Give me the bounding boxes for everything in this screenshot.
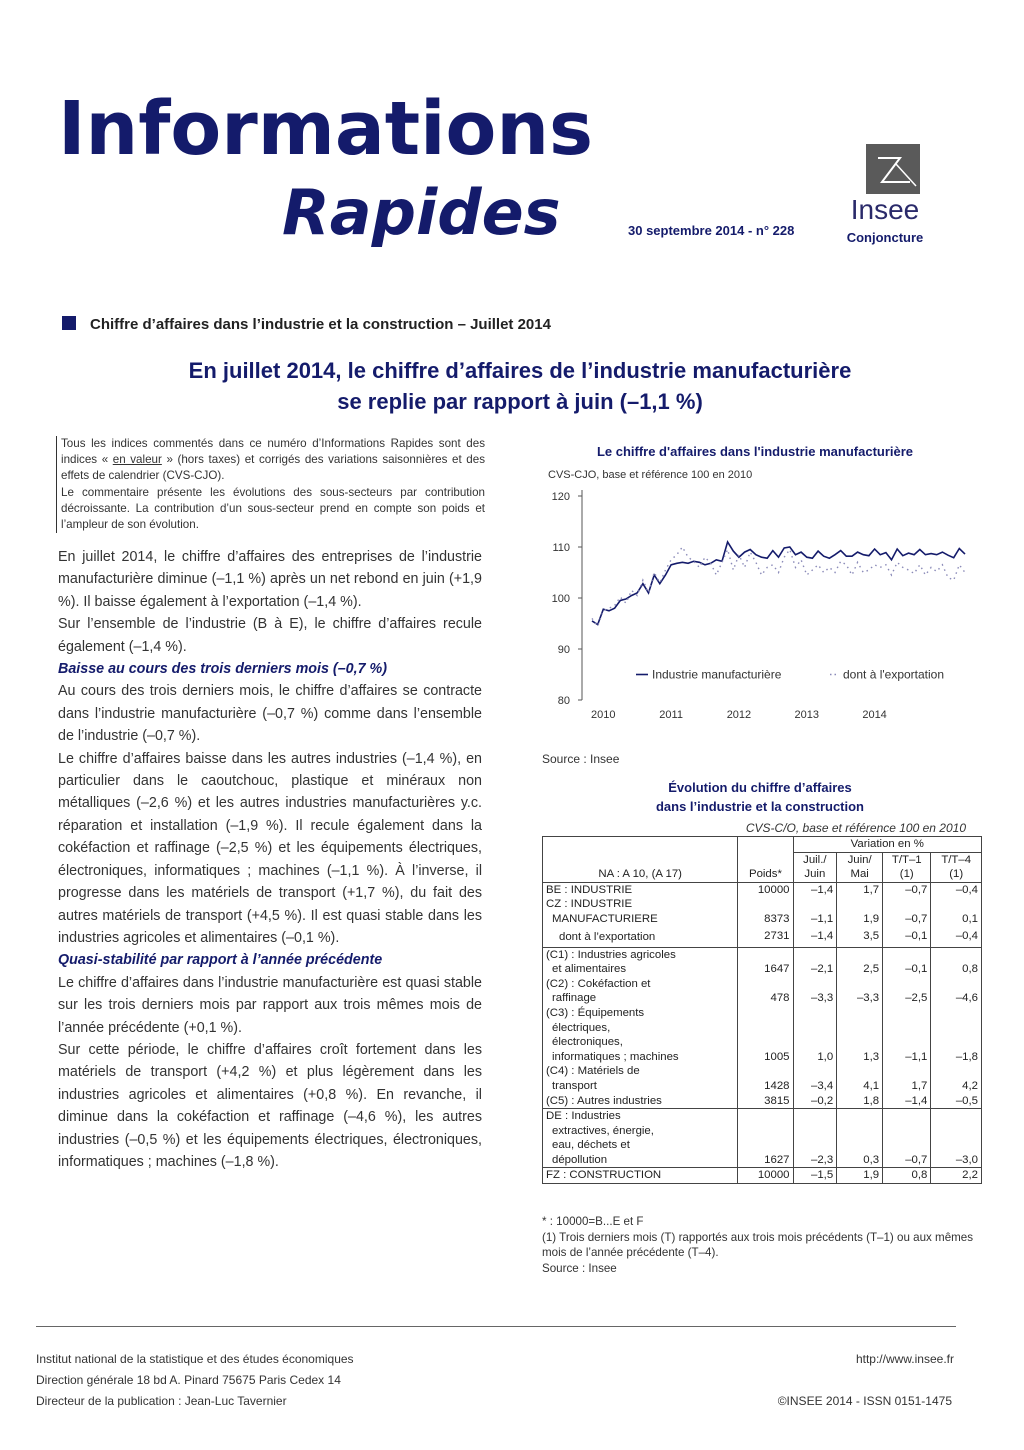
table-row bbox=[543, 927, 982, 948]
table-header-row bbox=[543, 852, 982, 867]
row-label-line: (C1) : Industries agricoles bbox=[546, 948, 676, 961]
table-header-mai: Mai bbox=[837, 867, 883, 882]
body-paragraph: Sur l’ensemble de l’industrie (B à E), le chiffre d’affaires recule également (–1,4 %). bbox=[58, 616, 482, 655]
issue-date-number: 30 septembre 2014 - n° 228 bbox=[628, 223, 795, 238]
cell-poids: 10000 bbox=[738, 1168, 793, 1184]
table-row bbox=[543, 1064, 982, 1093]
row-label-line: électroniques, bbox=[552, 1036, 623, 1049]
table-source: Source : Insee bbox=[542, 1261, 617, 1275]
y-tick-label: 80 bbox=[557, 695, 570, 707]
table-note: * : 10000=B...E et F bbox=[542, 1215, 644, 1228]
footer-divider bbox=[36, 1326, 956, 1327]
row-label bbox=[543, 1064, 738, 1093]
cell-value: 0,1 bbox=[931, 897, 982, 926]
cell-value: –1,8 bbox=[931, 1006, 982, 1064]
table-header-poids: Poids* bbox=[738, 867, 793, 882]
note-underlined-text: en valeur bbox=[112, 453, 162, 467]
chart-source: Source : Insee bbox=[542, 752, 620, 766]
cell-poids: 10000 bbox=[738, 882, 793, 897]
headline bbox=[80, 355, 960, 417]
cell-value: 1,3 bbox=[837, 1006, 883, 1064]
row-label-line: raffinage bbox=[552, 992, 597, 1005]
article-body bbox=[58, 546, 482, 1173]
methodology-note bbox=[56, 436, 485, 533]
publication-title: Informations bbox=[58, 86, 594, 172]
cell-value: 1,8 bbox=[837, 1094, 883, 1109]
note-text: Tous les indices commentés dans ce numéro d’Informations Rapides sont des indices « bbox=[61, 437, 485, 467]
row-label: FZ : CONSTRUCTION bbox=[543, 1168, 738, 1184]
cell-value: 1,7 bbox=[883, 1064, 931, 1093]
y-tick-label: 90 bbox=[557, 644, 570, 656]
footer-address: Direction générale 18 bd A. Pinard 75675 Paris Cedex 14 bbox=[36, 1373, 341, 1387]
cell-value: 1,7 bbox=[837, 882, 883, 897]
cell-poids: 1627 bbox=[738, 1109, 793, 1168]
table-caption: CVS-C/O, base et référence 100 en 2010 bbox=[745, 821, 966, 835]
body-paragraph: Le chiffre d’affaires baisse dans les autres industries (–1,4 %), en particulier dans le caoutchouc, plastique et minéraux non métalliques (–2,6 %) et les autres industries manufacturières y.c. réparation et installation (–1,9 %). Il recule également dans la cokéfaction et raffinage (–2,5 %) et les équipements électriques, électroniques, informatiques ; machines (–1,1 %). À l’inverse, il progresse dans les matériels de transport (+1,7 %), du fait des autres matériels de transport (+4,5 %). Il est quasi stable dans les industries agricoles et alimentaires (–0,1 %). bbox=[58, 750, 482, 946]
table-header-row bbox=[543, 867, 982, 882]
chart-title: Le chiffre d'affaires dans l'industrie manufacturière bbox=[596, 444, 914, 459]
publication-subtitle: Rapides bbox=[282, 176, 561, 249]
cell-value: –2,3 bbox=[793, 1109, 837, 1168]
table-header-tt1-note: (1) bbox=[883, 867, 931, 882]
legend-label-exportation: dont à l'exportation bbox=[843, 667, 945, 682]
table-header-tt1: T/T–1 bbox=[883, 852, 931, 867]
footer-institution: Institut national de la statistique et des études économiques bbox=[36, 1352, 354, 1366]
cell-poids: 1005 bbox=[738, 1006, 793, 1064]
cell-value: –3,4 bbox=[793, 1064, 837, 1093]
cell-poids: 1428 bbox=[738, 1064, 793, 1093]
cell-value: 4,1 bbox=[837, 1064, 883, 1093]
section-heading: Quasi-stabilité par rapport à l’année précédente bbox=[58, 952, 383, 969]
body-paragraph: Le chiffre d’affaires dans l’industrie manufacturière est quasi stable sur les trois derniers mois par rapport aux trois mêmes mois de l’année précédente (+0,1 %). bbox=[58, 974, 482, 1036]
table-header-juin: Juin/ bbox=[837, 852, 883, 867]
row-label-line: électriques, bbox=[552, 1021, 611, 1034]
row-label-line: (C4) : Matériels de bbox=[546, 1065, 640, 1078]
cell-value: –1,5 bbox=[793, 1168, 837, 1184]
y-tick-label: 100 bbox=[551, 593, 570, 605]
headline-line-2: se replie par rapport à juin (–1,1 %) bbox=[337, 389, 703, 414]
cell-value: –0,7 bbox=[883, 1109, 931, 1168]
cell-value: –0,7 bbox=[883, 882, 931, 897]
row-label bbox=[543, 1006, 738, 1064]
table-notes bbox=[542, 1214, 982, 1276]
body-paragraph: Au cours des trois derniers mois, le chiffre d’affaires se contracte dans l’industrie manufacturière (–0,7 %) comme dans l’ensemble de l’industrie (–0,7 %). bbox=[58, 683, 482, 745]
table-row bbox=[543, 882, 982, 897]
section-heading: Baisse au cours des trois derniers mois (–0,7 %) bbox=[58, 661, 387, 678]
cell-value: 0,3 bbox=[837, 1109, 883, 1168]
x-tick-label: 2014 bbox=[862, 709, 887, 721]
table-header-cell bbox=[738, 852, 793, 867]
row-label: (C5) : Autres industries bbox=[546, 1094, 662, 1107]
table-header-cell bbox=[543, 837, 738, 853]
row-label-line: DE : Industries bbox=[546, 1110, 621, 1123]
table-note: (1) Trois derniers mois (T) rapportés aux trois mois précédents (T–1) ou aux mêmes mois de l’année précédente (T–4). bbox=[542, 1230, 974, 1260]
series-line-industrie bbox=[592, 542, 965, 625]
cell-value: –3,0 bbox=[931, 1109, 982, 1168]
table-header-tt4: T/T–4 bbox=[931, 852, 982, 867]
cell-value: –0,7 bbox=[883, 897, 931, 926]
table-header-juil: Juil./ bbox=[793, 852, 837, 867]
cell-value: –0,2 bbox=[793, 1094, 837, 1109]
footer-url[interactable]: http://www.insee.fr bbox=[855, 1352, 954, 1366]
table-row bbox=[543, 1094, 982, 1109]
table-header-na: NA : A 10, (A 17) bbox=[598, 868, 682, 881]
cell-value: –0,1 bbox=[883, 927, 931, 948]
table-row bbox=[543, 1168, 982, 1184]
cell-value: –3,3 bbox=[793, 977, 837, 1006]
x-tick-label: 2010 bbox=[591, 709, 616, 721]
row-label-line: et alimentaires bbox=[552, 963, 627, 976]
cell-value: 1,0 bbox=[793, 1006, 837, 1064]
table-title bbox=[540, 778, 980, 816]
cell-value: –3,3 bbox=[837, 977, 883, 1006]
cell-value: –2,1 bbox=[793, 947, 837, 977]
row-label-line: (C3) : Équipements bbox=[546, 1006, 645, 1019]
table-row bbox=[543, 947, 982, 977]
x-tick-label: 2012 bbox=[726, 709, 752, 721]
cell-value: 2,2 bbox=[931, 1168, 982, 1184]
footer-copyright: ©INSEE 2014 - ISSN 0151-1475 bbox=[777, 1394, 952, 1408]
table-row bbox=[543, 977, 982, 1006]
series-line-exportation bbox=[592, 547, 965, 626]
cell-value: –1,4 bbox=[793, 927, 837, 948]
headline-line-1: En juillet 2014, le chiffre d’affaires de l’industrie manufacturière bbox=[188, 358, 852, 383]
cell-value: –4,6 bbox=[931, 977, 982, 1006]
cell-poids: 3815 bbox=[738, 1094, 793, 1109]
table-title-line-1: Évolution du chiffre d’affaires bbox=[668, 780, 852, 795]
table-row bbox=[543, 1006, 982, 1064]
turnover-table bbox=[542, 836, 982, 1184]
table-header-variation: Variation en % bbox=[793, 837, 981, 853]
cell-value: 1,9 bbox=[837, 1168, 883, 1184]
cell-value: –0,4 bbox=[931, 882, 982, 897]
cell-value: 2,5 bbox=[837, 947, 883, 977]
table-row bbox=[543, 897, 982, 926]
y-tick-label: 120 bbox=[551, 491, 570, 503]
cell-value: –0,1 bbox=[883, 947, 931, 977]
row-label: dont à l’exportation bbox=[559, 930, 656, 943]
cell-poids: 478 bbox=[738, 977, 793, 1006]
row-label-line: eau, déchets et bbox=[552, 1139, 630, 1152]
row-label bbox=[543, 977, 738, 1006]
row-label-line: CZ : INDUSTRIE bbox=[546, 898, 633, 911]
cell-value: 0,8 bbox=[883, 1168, 931, 1184]
cell-value: 4,2 bbox=[931, 1064, 982, 1093]
table-header-tt4-note: (1) bbox=[931, 867, 982, 882]
cell-poids: 1647 bbox=[738, 947, 793, 977]
row-label bbox=[543, 947, 738, 977]
body-paragraph: Sur cette période, le chiffre d’affaires croît fortement dans les matériels de transport (+4,2 %) et plus légèrement dans les industries agricoles et alimentaires (+0,8 %). En revanche, il diminue dans la cokéfaction et raffinage (–4,6 %), les autres industries (–0,5 %) et les équipements électriques, électroniques, informatiques ; machines (–1,8 %). bbox=[58, 1041, 482, 1170]
logo-mark-icon bbox=[866, 144, 920, 194]
rubric-square-icon bbox=[62, 316, 76, 330]
cell-value: –1,4 bbox=[793, 882, 837, 897]
row-label-line: informatiques ; machines bbox=[552, 1050, 679, 1063]
cell-value: 1,9 bbox=[837, 897, 883, 926]
insee-logo bbox=[840, 140, 930, 255]
table-header-cell bbox=[543, 852, 738, 867]
cell-value: –1,1 bbox=[883, 1006, 931, 1064]
row-label bbox=[543, 897, 738, 926]
row-label-line: MANUFACTURIERE bbox=[552, 912, 658, 925]
cell-value: 0,8 bbox=[931, 947, 982, 977]
logo-tag: Conjoncture bbox=[846, 230, 924, 245]
line-chart bbox=[540, 482, 980, 732]
cell-poids: 2731 bbox=[738, 927, 793, 948]
cell-value: –2,5 bbox=[883, 977, 931, 1006]
row-label: BE : INDUSTRIE bbox=[543, 882, 738, 897]
y-tick-label: 110 bbox=[552, 542, 570, 554]
x-tick-label: 2013 bbox=[794, 709, 819, 721]
cell-value: –0,5 bbox=[931, 1094, 982, 1109]
cell-poids: 8373 bbox=[738, 897, 793, 926]
body-paragraph: En juillet 2014, le chiffre d’affaires des entreprises de l’industrie manufacturière diminue (–1,1 %) après un net rebond en juin (+1,9 %). Il baisse également à l’exportation (–1,4 %). bbox=[58, 549, 482, 610]
cell-value: –0,4 bbox=[931, 927, 982, 948]
chart-subtitle: CVS-CJO, base et référence 100 en 2010 bbox=[548, 469, 753, 481]
note-paragraph-1 bbox=[61, 436, 485, 485]
row-label-line: transport bbox=[552, 1079, 597, 1092]
table-header-cell bbox=[738, 837, 793, 853]
table-row bbox=[543, 1109, 982, 1168]
row-label-line: (C2) : Cokéfaction et bbox=[546, 977, 651, 990]
row-label-line: dépollution bbox=[552, 1153, 608, 1166]
legend-label-industrie: Industrie manufacturière bbox=[652, 667, 782, 682]
table-header-juin2: Juin bbox=[793, 867, 837, 882]
note-paragraph-2: Le commentaire présente les évolutions des sous-secteurs par contribution décroissante. La contribution d’un sous-secteur prend en compte son poids et l’ampleur de son évolution. bbox=[61, 485, 485, 532]
table-title-line-2: dans l’industrie et la construction bbox=[655, 799, 865, 814]
table-header-row bbox=[543, 837, 982, 853]
cell-value: 3,5 bbox=[837, 927, 883, 948]
cell-value: –1,4 bbox=[883, 1094, 931, 1109]
row-label-line: extractives, énergie, bbox=[552, 1124, 654, 1137]
logo-word: Insee bbox=[850, 194, 920, 225]
note-text: » (hors taxes) et corrigés des variations saisonnières et des effets de calendrier (CVS-CJO). bbox=[61, 453, 486, 483]
rubric-title: Chiffre d’affaires dans l’industrie et la construction – Juillet 2014 bbox=[90, 316, 551, 333]
cell-value: –1,1 bbox=[793, 897, 837, 926]
x-tick-label: 2011 bbox=[659, 709, 683, 721]
footer-director: Directeur de la publication : Jean-Luc Tavernier bbox=[36, 1394, 287, 1408]
row-label bbox=[543, 1109, 738, 1168]
